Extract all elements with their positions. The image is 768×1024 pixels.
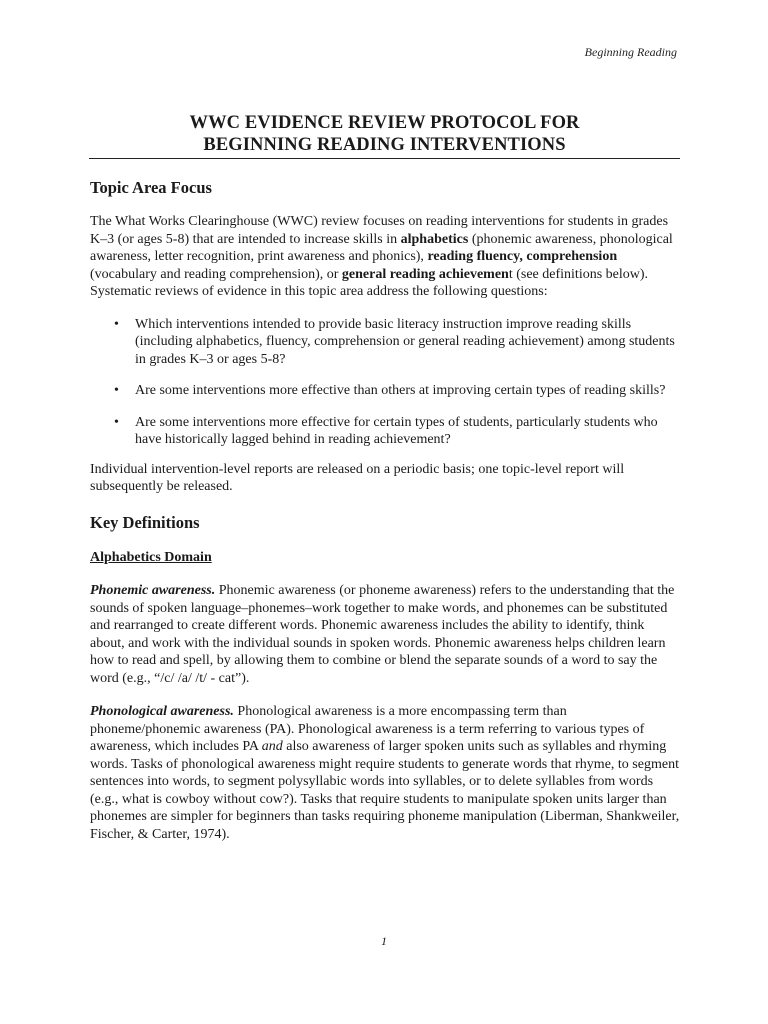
bullet-icon: • (114, 316, 119, 332)
question-text: Are some interventions more effective for certain types of students, particularly students who have historically lagged behind in reading achievement? (135, 414, 658, 447)
intro-text-3: (vocabulary and reading comprehension), or (90, 266, 342, 282)
list-item (90, 382, 680, 400)
section-heading-topic-area: Topic Area Focus (90, 178, 212, 197)
page-number: 1 (381, 934, 387, 948)
list-item (90, 414, 680, 449)
intro-text-4: t (see definitions below). Systematic reviews of evidence in this topic area address the following questions: (90, 266, 649, 299)
running-header: Beginning Reading (584, 45, 677, 59)
research-questions-list (90, 316, 680, 449)
phonemic-awareness-term: Phonemic awareness. (90, 583, 216, 598)
intro-text-1: The What Works Clearinghouse (WWC) review focuses on reading interventions for students in grades K–3 (or ages 5-8) that are intended to increase skills in (90, 214, 669, 247)
phonological-awareness-emphasis: and (261, 739, 283, 754)
phonological-awareness-term: Phonological awareness. (90, 704, 234, 719)
question-text: Are some interventions more effective than others at improving certain types of reading skills? (135, 383, 666, 398)
bullet-icon: • (114, 414, 119, 430)
phonological-awareness-paragraph (90, 703, 680, 843)
alphabetics-domain-heading: Alphabetics Domain (90, 549, 212, 565)
phonological-awareness-text-1: Phonological awareness is a more encompassing term than phoneme/phonemic awareness (PA). Phonological awareness is a term referring to various types of awareness, which includes PA (90, 704, 645, 754)
document-title (89, 112, 680, 156)
section-heading-key-definitions: Key Definitions (90, 512, 200, 532)
intro-paragraph (90, 213, 680, 301)
phonological-awareness-text-2: also awareness of larger spoken units such as syllables and rhyming words. Tasks of phonological awareness might require students to generate words that rhyme, to segment sentences into words, to segment polysyllabic words into syllables, or to delete syllables from words (e.g., what is cowboy without cow?). Tasks that require students to manipulate spoken units larger than phonemes are simpler for beginners than tasks requiring phoneme manipulation (Liberman, Shankweiler, Fischer, & Carter, 1974). (90, 739, 680, 842)
bullet-icon: • (114, 383, 119, 398)
phonemic-awareness-paragraph (90, 582, 680, 687)
document-body (90, 178, 680, 843)
closing-paragraph: Individual intervention-level reports are released on a periodic basis; one topic-level report will subsequently be released. (90, 461, 625, 494)
intro-bold-alphabetics: alphabetics (400, 231, 469, 247)
list-item (90, 316, 680, 369)
document-title-line-2: BEGINNING READING INTERVENTIONS (203, 135, 566, 155)
intro-bold-fluency: reading fluency, comprehension (427, 249, 618, 264)
intro-text-2: (phonemic awareness, phonological awareness, letter recognition, print awareness and phonics), (90, 231, 673, 264)
document-title-line-1: WWC EVIDENCE REVIEW PROTOCOL FOR (189, 113, 580, 133)
question-text: Which interventions intended to provide basic literacy instruction improve reading skills (including alphabetics, fluency, comprehension or general reading achievement) among students in grades K–3 or ages 5-8? (135, 316, 675, 367)
title-rule (89, 158, 680, 159)
phonemic-awareness-definition: Phonemic awareness (or phoneme awareness) refers to the understanding that the sounds of spoken language–phonemes–work together to make words, and phonemes can be substituted and rearranged to create different words. Phonemic awareness includes the ability to identify, think about, and work with the individual sounds in spoken words. Phonemic awareness helps children learn how to read and spell, by allowing them to combine or blend the separate sounds of a word to say the word (e.g., “/c/ /a/ /t/ - cat”). (90, 583, 675, 686)
intro-bold-general: general reading achievemen (341, 266, 509, 282)
